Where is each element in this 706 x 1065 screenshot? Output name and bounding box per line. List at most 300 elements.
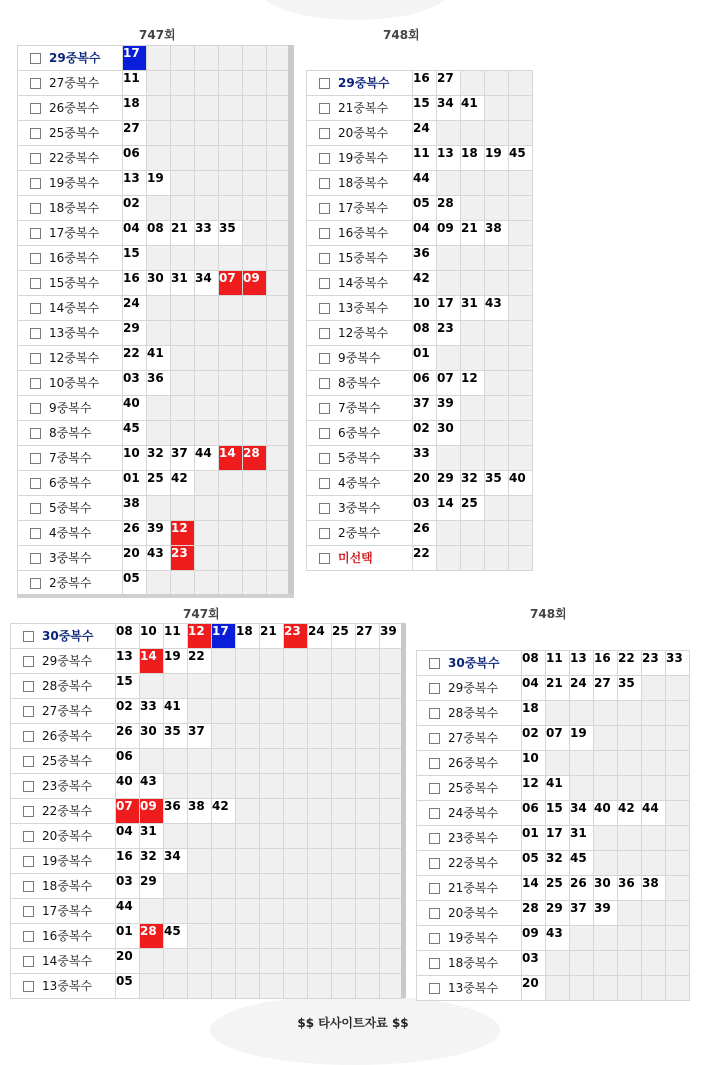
number-cell: 07 bbox=[437, 371, 461, 396]
empty-cell bbox=[243, 571, 267, 596]
row-checkbox[interactable] bbox=[319, 378, 330, 389]
empty-cell bbox=[140, 949, 164, 974]
row-label-cell bbox=[18, 446, 123, 471]
number-cell: 24 bbox=[123, 296, 147, 321]
row-label: 2중복수 bbox=[338, 526, 381, 540]
row-checkbox[interactable] bbox=[23, 906, 34, 917]
row-label: 5중복수 bbox=[49, 501, 92, 515]
number-cell: 18 bbox=[522, 701, 546, 726]
row-checkbox[interactable] bbox=[319, 78, 330, 89]
row-label-cell bbox=[417, 701, 522, 726]
number-cell: 11 bbox=[164, 624, 188, 649]
row-checkbox[interactable] bbox=[319, 528, 330, 539]
empty-cell bbox=[140, 749, 164, 774]
table-row bbox=[417, 801, 690, 826]
number-cell: 34 bbox=[570, 801, 594, 826]
empty-cell bbox=[618, 976, 642, 1001]
row-checkbox[interactable] bbox=[319, 503, 330, 514]
row-label-cell bbox=[307, 371, 413, 396]
number-cell: 43 bbox=[546, 926, 570, 951]
row-label: 13중복수 bbox=[448, 981, 499, 995]
table-row bbox=[307, 396, 533, 421]
empty-cell bbox=[284, 699, 308, 724]
empty-cell bbox=[356, 724, 380, 749]
row-checkbox[interactable] bbox=[429, 933, 440, 944]
empty-cell bbox=[284, 924, 308, 949]
empty-cell bbox=[243, 471, 267, 496]
row-checkbox[interactable] bbox=[23, 856, 34, 867]
row-checkbox[interactable] bbox=[30, 403, 41, 414]
row-checkbox[interactable] bbox=[30, 478, 41, 489]
row-checkbox[interactable] bbox=[319, 128, 330, 139]
empty-cell bbox=[236, 924, 260, 949]
empty-cell bbox=[260, 949, 284, 974]
table-row bbox=[417, 901, 690, 926]
row-checkbox[interactable] bbox=[23, 656, 34, 667]
empty-cell bbox=[284, 849, 308, 874]
empty-cell bbox=[332, 674, 356, 699]
row-label: 26중복수 bbox=[448, 756, 499, 770]
number-cell: 37 bbox=[188, 724, 212, 749]
empty-cell bbox=[437, 446, 461, 471]
row-checkbox[interactable] bbox=[30, 553, 41, 564]
row-label-cell bbox=[18, 396, 123, 421]
table-row bbox=[307, 96, 533, 121]
empty-cell bbox=[219, 121, 243, 146]
number-cell: 44 bbox=[413, 171, 437, 196]
table-row bbox=[11, 674, 404, 699]
empty-cell bbox=[509, 446, 533, 471]
row-label: 2중복수 bbox=[49, 576, 92, 590]
row-label: 19중복수 bbox=[49, 176, 100, 190]
number-cell: 04 bbox=[116, 824, 140, 849]
number-cell: 26 bbox=[413, 521, 437, 546]
empty-cell bbox=[570, 751, 594, 776]
empty-cell bbox=[509, 371, 533, 396]
empty-cell bbox=[267, 346, 291, 371]
row-label-cell bbox=[18, 571, 123, 596]
number-cell: 19 bbox=[570, 726, 594, 751]
row-checkbox[interactable] bbox=[23, 756, 34, 767]
empty-cell bbox=[546, 951, 570, 976]
empty-cell bbox=[380, 799, 404, 824]
number-cell: 29 bbox=[140, 874, 164, 899]
row-checkbox[interactable] bbox=[23, 831, 34, 842]
table-row bbox=[307, 471, 533, 496]
row-checkbox[interactable] bbox=[30, 578, 41, 589]
row-checkbox[interactable] bbox=[319, 353, 330, 364]
empty-cell bbox=[284, 874, 308, 899]
empty-cell bbox=[260, 674, 284, 699]
row-checkbox[interactable] bbox=[429, 783, 440, 794]
number-cell: 06 bbox=[123, 146, 147, 171]
row-checkbox[interactable] bbox=[319, 203, 330, 214]
number-cell: 02 bbox=[522, 726, 546, 751]
empty-cell bbox=[356, 674, 380, 699]
row-label: 20중복수 bbox=[338, 126, 389, 140]
row-checkbox[interactable] bbox=[30, 453, 41, 464]
number-cell: 21 bbox=[546, 676, 570, 701]
row-checkbox[interactable] bbox=[429, 758, 440, 769]
row-label: 24중복수 bbox=[448, 806, 499, 820]
panel-747-top-scrollbar[interactable] bbox=[288, 45, 294, 595]
empty-cell bbox=[332, 774, 356, 799]
empty-cell bbox=[594, 851, 618, 876]
row-checkbox[interactable] bbox=[23, 781, 34, 792]
empty-cell bbox=[171, 346, 195, 371]
number-cell: 26 bbox=[123, 521, 147, 546]
table-row bbox=[11, 899, 404, 924]
empty-cell bbox=[171, 371, 195, 396]
empty-cell bbox=[666, 951, 690, 976]
empty-cell bbox=[308, 824, 332, 849]
row-checkbox[interactable] bbox=[30, 253, 41, 264]
table-row bbox=[18, 321, 291, 346]
row-label: 18중복수 bbox=[42, 879, 93, 893]
empty-cell bbox=[140, 899, 164, 924]
row-checkbox[interactable] bbox=[30, 228, 41, 239]
empty-cell bbox=[212, 699, 236, 724]
empty-cell bbox=[267, 171, 291, 196]
empty-cell bbox=[356, 924, 380, 949]
empty-cell bbox=[267, 546, 291, 571]
empty-cell bbox=[260, 649, 284, 674]
empty-cell bbox=[356, 699, 380, 724]
row-checkbox[interactable] bbox=[319, 278, 330, 289]
row-label-cell bbox=[11, 899, 116, 924]
number-cell: 13 bbox=[437, 146, 461, 171]
row-checkbox[interactable] bbox=[23, 681, 34, 692]
row-label-cell bbox=[18, 121, 123, 146]
row-checkbox[interactable] bbox=[30, 178, 41, 189]
row-checkbox[interactable] bbox=[23, 931, 34, 942]
row-label-cell bbox=[18, 371, 123, 396]
number-cell: 01 bbox=[116, 924, 140, 949]
row-label-cell bbox=[18, 346, 123, 371]
row-checkbox[interactable] bbox=[30, 328, 41, 339]
empty-cell bbox=[147, 571, 171, 596]
empty-cell bbox=[284, 799, 308, 824]
row-label-cell bbox=[18, 146, 123, 171]
number-cell: 01 bbox=[522, 826, 546, 851]
empty-cell bbox=[147, 146, 171, 171]
row-checkbox[interactable] bbox=[30, 528, 41, 539]
number-cell: 02 bbox=[116, 699, 140, 724]
empty-cell bbox=[509, 421, 533, 446]
empty-cell bbox=[485, 196, 509, 221]
empty-cell bbox=[188, 699, 212, 724]
number-cell: 01 bbox=[413, 346, 437, 371]
row-checkbox[interactable] bbox=[319, 153, 330, 164]
grid-table bbox=[306, 70, 533, 571]
empty-cell bbox=[267, 96, 291, 121]
empty-cell bbox=[461, 521, 485, 546]
empty-cell bbox=[219, 146, 243, 171]
empty-cell bbox=[171, 171, 195, 196]
number-cell: 42 bbox=[171, 471, 195, 496]
row-checkbox[interactable] bbox=[319, 328, 330, 339]
number-cell: 06 bbox=[413, 371, 437, 396]
empty-cell bbox=[485, 121, 509, 146]
table-row bbox=[417, 926, 690, 951]
empty-cell bbox=[171, 96, 195, 121]
number-cell-highlight: 12 bbox=[188, 624, 212, 649]
empty-cell bbox=[380, 824, 404, 849]
row-label: 14중복수 bbox=[49, 301, 100, 315]
row-label: 20중복수 bbox=[448, 906, 499, 920]
number-cell: 13 bbox=[570, 651, 594, 676]
panel-747-bottom-scrollbar[interactable] bbox=[401, 623, 406, 998]
row-checkbox[interactable] bbox=[319, 103, 330, 114]
empty-cell bbox=[642, 851, 666, 876]
number-cell: 10 bbox=[140, 624, 164, 649]
empty-cell bbox=[171, 496, 195, 521]
number-cell: 06 bbox=[116, 749, 140, 774]
table-row bbox=[307, 496, 533, 521]
number-cell: 37 bbox=[171, 446, 195, 471]
number-cell: 08 bbox=[116, 624, 140, 649]
empty-cell bbox=[485, 346, 509, 371]
row-label: 28중복수 bbox=[42, 679, 93, 693]
number-cell: 16 bbox=[413, 71, 437, 96]
empty-cell bbox=[437, 346, 461, 371]
empty-cell bbox=[140, 674, 164, 699]
empty-cell bbox=[332, 899, 356, 924]
row-label-cell bbox=[11, 699, 116, 724]
empty-cell bbox=[485, 446, 509, 471]
empty-cell bbox=[147, 321, 171, 346]
table-row bbox=[18, 221, 291, 246]
row-checkbox[interactable] bbox=[30, 78, 41, 89]
empty-cell bbox=[267, 46, 291, 71]
row-checkbox[interactable] bbox=[23, 806, 34, 817]
row-label-cell bbox=[307, 121, 413, 146]
number-cell: 09 bbox=[437, 221, 461, 246]
empty-cell bbox=[195, 421, 219, 446]
row-checkbox[interactable] bbox=[30, 503, 41, 514]
number-cell: 44 bbox=[195, 446, 219, 471]
empty-cell bbox=[485, 496, 509, 521]
empty-cell bbox=[380, 724, 404, 749]
number-cell: 03 bbox=[522, 951, 546, 976]
empty-cell bbox=[380, 699, 404, 724]
row-label: 3중복수 bbox=[338, 501, 381, 515]
empty-cell bbox=[219, 296, 243, 321]
empty-cell bbox=[437, 521, 461, 546]
empty-cell bbox=[195, 321, 219, 346]
row-checkbox[interactable] bbox=[429, 883, 440, 894]
table-row bbox=[417, 751, 690, 776]
empty-cell bbox=[236, 874, 260, 899]
row-checkbox[interactable] bbox=[319, 253, 330, 264]
row-checkbox[interactable] bbox=[23, 731, 34, 742]
table-row bbox=[417, 701, 690, 726]
row-checkbox[interactable] bbox=[319, 428, 330, 439]
row-checkbox[interactable] bbox=[23, 706, 34, 717]
empty-cell bbox=[437, 171, 461, 196]
empty-cell bbox=[243, 396, 267, 421]
row-checkbox[interactable] bbox=[319, 478, 330, 489]
row-label-cell bbox=[18, 71, 123, 96]
row-label: 27중복수 bbox=[49, 76, 100, 90]
empty-cell bbox=[188, 749, 212, 774]
row-checkbox[interactable] bbox=[30, 203, 41, 214]
row-checkbox[interactable] bbox=[30, 103, 41, 114]
empty-cell bbox=[666, 726, 690, 751]
table-row bbox=[18, 421, 291, 446]
row-checkbox[interactable] bbox=[23, 956, 34, 967]
row-label-cell bbox=[417, 801, 522, 826]
number-cell: 36 bbox=[413, 246, 437, 271]
number-cell: 19 bbox=[485, 146, 509, 171]
empty-cell bbox=[236, 974, 260, 999]
row-checkbox[interactable] bbox=[429, 958, 440, 969]
number-cell: 13 bbox=[123, 171, 147, 196]
row-checkbox[interactable] bbox=[319, 553, 330, 564]
empty-cell bbox=[642, 926, 666, 951]
row-checkbox[interactable] bbox=[30, 428, 41, 439]
empty-cell bbox=[618, 926, 642, 951]
empty-cell bbox=[332, 849, 356, 874]
number-cell: 38 bbox=[485, 221, 509, 246]
number-cell: 33 bbox=[413, 446, 437, 471]
empty-cell bbox=[195, 471, 219, 496]
row-label: 21중복수 bbox=[448, 881, 499, 895]
empty-cell bbox=[219, 546, 243, 571]
row-label: 미선택 bbox=[338, 551, 373, 565]
number-cell: 04 bbox=[123, 221, 147, 246]
row-checkbox[interactable] bbox=[429, 833, 440, 844]
row-checkbox[interactable] bbox=[429, 858, 440, 869]
empty-cell bbox=[594, 701, 618, 726]
row-checkbox[interactable] bbox=[30, 53, 41, 64]
row-checkbox[interactable] bbox=[319, 178, 330, 189]
number-cell-highlight: 17 bbox=[212, 624, 236, 649]
number-cell: 36 bbox=[164, 799, 188, 824]
empty-cell bbox=[666, 851, 690, 876]
row-checkbox[interactable] bbox=[429, 983, 440, 994]
row-label-cell bbox=[417, 901, 522, 926]
number-cell: 34 bbox=[164, 849, 188, 874]
panel-title-747-bottom: 747회 bbox=[183, 607, 220, 621]
empty-cell bbox=[171, 296, 195, 321]
row-checkbox[interactable] bbox=[30, 128, 41, 139]
row-checkbox[interactable] bbox=[429, 808, 440, 819]
row-checkbox[interactable] bbox=[30, 153, 41, 164]
table-row bbox=[11, 974, 404, 999]
empty-cell bbox=[356, 824, 380, 849]
row-label: 7중복수 bbox=[49, 451, 92, 465]
table-row bbox=[18, 446, 291, 471]
row-checkbox[interactable] bbox=[23, 981, 34, 992]
empty-cell bbox=[380, 849, 404, 874]
empty-cell bbox=[642, 776, 666, 801]
empty-cell bbox=[267, 321, 291, 346]
empty-cell bbox=[546, 751, 570, 776]
table-row bbox=[11, 874, 404, 899]
row-label: 22중복수 bbox=[49, 151, 100, 165]
row-checkbox[interactable] bbox=[319, 453, 330, 464]
empty-cell bbox=[243, 71, 267, 96]
empty-cell bbox=[618, 751, 642, 776]
row-label-cell bbox=[11, 749, 116, 774]
empty-cell bbox=[171, 46, 195, 71]
row-label: 25중복수 bbox=[49, 126, 100, 140]
table-row bbox=[307, 371, 533, 396]
empty-cell bbox=[171, 71, 195, 96]
row-label: 18중복수 bbox=[448, 956, 499, 970]
empty-cell bbox=[618, 776, 642, 801]
empty-cell bbox=[570, 976, 594, 1001]
empty-cell bbox=[164, 874, 188, 899]
number-cell: 25 bbox=[546, 876, 570, 901]
number-cell: 08 bbox=[413, 321, 437, 346]
empty-cell bbox=[594, 776, 618, 801]
empty-cell bbox=[243, 46, 267, 71]
table-row bbox=[18, 71, 291, 96]
row-label: 4중복수 bbox=[49, 526, 92, 540]
empty-cell bbox=[356, 649, 380, 674]
row-checkbox[interactable] bbox=[429, 733, 440, 744]
empty-cell bbox=[570, 776, 594, 801]
empty-cell bbox=[195, 496, 219, 521]
row-checkbox[interactable] bbox=[23, 881, 34, 892]
number-cell: 32 bbox=[461, 471, 485, 496]
number-cell: 34 bbox=[195, 271, 219, 296]
row-checkbox[interactable] bbox=[429, 908, 440, 919]
empty-cell bbox=[356, 974, 380, 999]
row-label: 19중복수 bbox=[448, 931, 499, 945]
row-checkbox[interactable] bbox=[30, 353, 41, 364]
empty-cell bbox=[485, 271, 509, 296]
number-cell: 33 bbox=[195, 221, 219, 246]
row-checkbox[interactable] bbox=[319, 403, 330, 414]
empty-cell bbox=[212, 874, 236, 899]
empty-cell bbox=[243, 371, 267, 396]
row-checkbox[interactable] bbox=[30, 378, 41, 389]
empty-cell bbox=[243, 521, 267, 546]
empty-cell bbox=[509, 321, 533, 346]
row-checkbox[interactable] bbox=[429, 708, 440, 719]
empty-cell bbox=[212, 824, 236, 849]
row-checkbox[interactable] bbox=[30, 303, 41, 314]
empty-cell bbox=[243, 546, 267, 571]
table-row bbox=[18, 296, 291, 321]
empty-cell bbox=[332, 824, 356, 849]
row-checkbox[interactable] bbox=[30, 278, 41, 289]
number-cell: 21 bbox=[171, 221, 195, 246]
row-checkbox[interactable] bbox=[429, 683, 440, 694]
empty-cell bbox=[164, 774, 188, 799]
row-checkbox[interactable] bbox=[23, 631, 34, 642]
number-cell: 14 bbox=[437, 496, 461, 521]
row-checkbox[interactable] bbox=[319, 303, 330, 314]
row-checkbox[interactable] bbox=[429, 658, 440, 669]
number-cell: 10 bbox=[413, 296, 437, 321]
number-cell-highlight: 07 bbox=[219, 271, 243, 296]
empty-cell bbox=[666, 876, 690, 901]
empty-cell bbox=[195, 96, 219, 121]
empty-cell bbox=[140, 974, 164, 999]
empty-cell bbox=[570, 926, 594, 951]
empty-cell bbox=[509, 121, 533, 146]
empty-cell bbox=[171, 196, 195, 221]
row-checkbox[interactable] bbox=[319, 228, 330, 239]
row-label: 6중복수 bbox=[49, 476, 92, 490]
empty-cell bbox=[267, 296, 291, 321]
number-cell: 31 bbox=[171, 271, 195, 296]
empty-cell bbox=[308, 774, 332, 799]
